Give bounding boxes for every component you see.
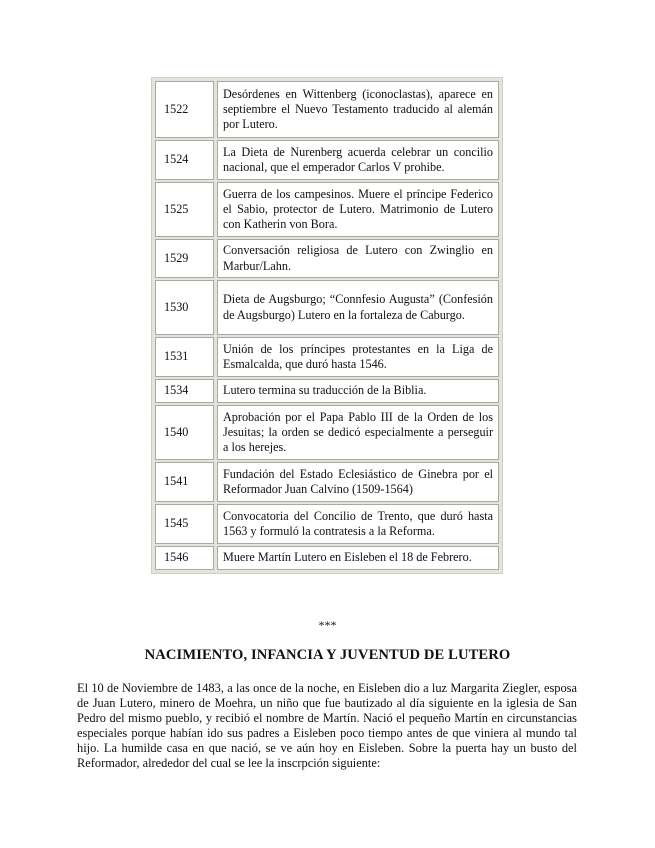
table-row [155,81,499,138]
event-text: Dieta de Augsburgo; “Connfesio Augusta” (Confesión de Augsburgo) Lutero en la fortaleza de Caburgo. [223,292,493,322]
year-cell: 1522 [155,81,214,138]
year-cell: 1546 [155,546,214,570]
table-row [155,504,499,544]
table-row [155,239,499,278]
event-cell [217,81,499,138]
table-row [155,140,499,180]
event-text: Lutero termina su traducción de la Biblia. [223,383,427,398]
year-cell: 1529 [155,239,214,278]
event-text: Convocatoria del Concilio de Trento, que duró hasta 1563 y formuló la contratesis a la Reforma. [223,508,493,538]
event-cell [217,182,499,237]
year-cell: 1534 [155,379,214,403]
table-row [155,405,499,460]
event-text: Guerra de los campesinos. Muere el príncipe Federico el Sabio, protector de Lutero. Matrimonio de Lutero con Katherin von Bora. [223,186,493,232]
table-row [155,280,499,335]
table-row [155,462,499,502]
event-cell [217,504,499,544]
year-cell: 1545 [155,504,214,544]
event-cell [217,239,499,278]
event-cell [217,405,499,460]
event-text: Aprobación por el Papa Pablo III de la Orden de los Jesuitas; la orden se dedicó especialmente a perseguir a los herejes. [223,409,493,455]
table-row [155,379,499,403]
event-text: Desórdenes en Wittenberg (iconoclastas), aparece en septiembre el Nuevo Testamento traducido al alemán por Lutero. [223,86,493,132]
event-text: Fundación del Estado Eclesiástico de Ginebra por el Reformador Juan Calvino (1509-1564) [223,466,493,496]
event-cell [217,546,499,570]
event-text: La Dieta de Nurenberg acuerda celebrar un concilio nacional, que el emperador Carlos V prohibe. [223,144,493,174]
event-text: Muere Martín Lutero en Eisleben el 18 de Febrero. [223,550,472,565]
body-paragraph: El 10 de Noviembre de 1483, a las once de la noche, en Eisleben dio a luz Margarita Ziegler, esposa de Juan Lutero, minero de Moehra, un niño que fue bautizado al día siguiente en la iglesia de San Pedro del mismo pueblo, y recibió el nombre de Martín. Nació el pequeño Martín en circunstancias especiales porque habían ido sus padres a Eisleben poco tiempo antes de que viniera al mundo tal hijo. La humilde casa en que nació, se ve aún hoy en Eisleben. Sobre la puerta hay un busto del Reformador, alrededor del cual se lee la inscrpción siguiente: [77,681,577,771]
event-cell [217,140,499,180]
event-cell [217,462,499,502]
year-cell: 1531 [155,337,214,377]
table-row [155,182,499,237]
event-cell [217,337,499,377]
table-row [155,546,499,570]
year-cell: 1524 [155,140,214,180]
event-cell [217,379,499,403]
year-cell: 1540 [155,405,214,460]
year-cell: 1525 [155,182,214,237]
table-row [155,337,499,377]
event-text: Conversación religiosa de Lutero con Zwinglio en Marbur/Lahn. [223,243,493,273]
chronology-table [151,77,503,574]
year-cell: 1541 [155,462,214,502]
section-separator: *** [318,618,337,632]
event-cell [217,280,499,335]
event-text: Unión de los príncipes protestantes en la Liga de Esmalcalda, que duró hasta 1546. [223,341,493,371]
section-heading: NACIMIENTO, INFANCIA Y JUVENTUD DE LUTERO [144,647,511,663]
year-cell: 1530 [155,280,214,335]
